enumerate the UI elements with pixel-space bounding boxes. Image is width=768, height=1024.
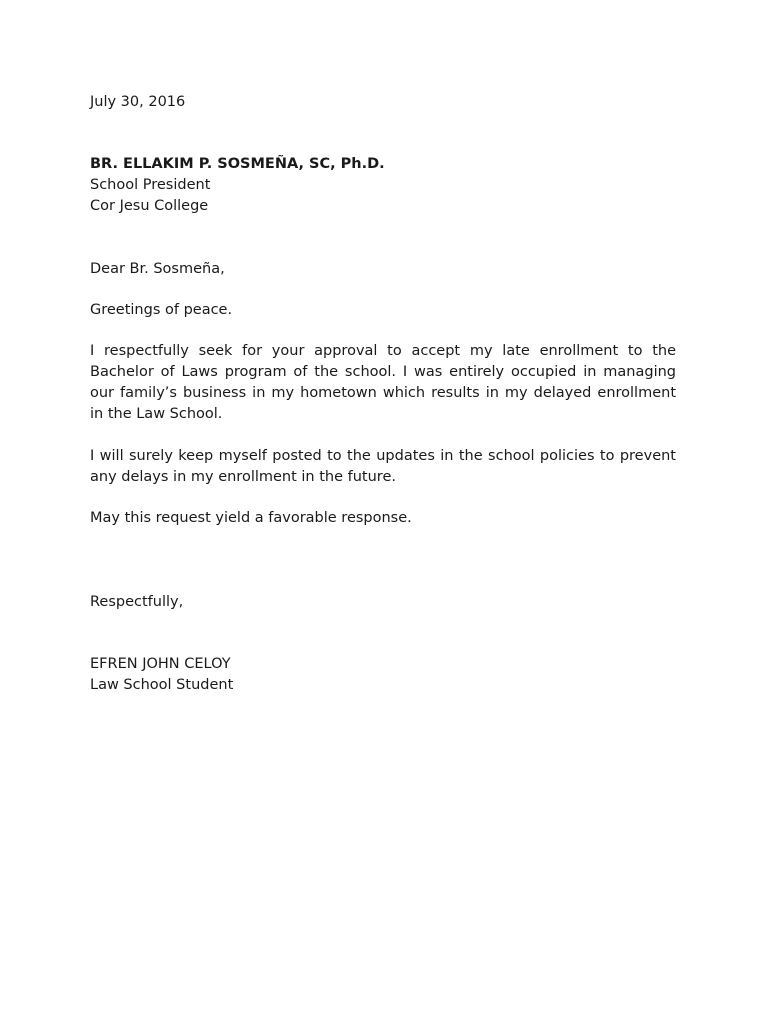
recipient-title: School President [90, 177, 211, 193]
body-paragraph-commitment: I will surely keep myself posted to the updates in the school policies to prevent any delays in my enrollment in the future. [90, 448, 676, 485]
body-paragraph-closing-request: May this request yield a favorable response. [90, 510, 412, 526]
recipient-name: BR. ELLAKIM P. SOSMEÑA, SC, Ph.D. [90, 156, 385, 172]
body-paragraph-request: I respectfully seek for your approval to accept my late enrollment to the Bachelor of Laws program of the school. I was entirely occupied in managing our family’s business in my hometown which results in my delayed enrollment in the Law School. [90, 343, 676, 422]
sender-block [90, 654, 676, 696]
recipient-block [90, 154, 676, 217]
recipient-institution: Cor Jesu College [90, 198, 209, 214]
sender-title: Law School Student [90, 677, 234, 693]
complimentary-closing: Respectfully, [90, 594, 184, 610]
letter-date: July 30, 2016 [90, 94, 186, 110]
salutation: Dear Br. Sosmeña, [90, 261, 225, 277]
sender-name: EFREN JOHN CELOY [90, 656, 231, 672]
greeting: Greetings of peace. [90, 302, 233, 318]
